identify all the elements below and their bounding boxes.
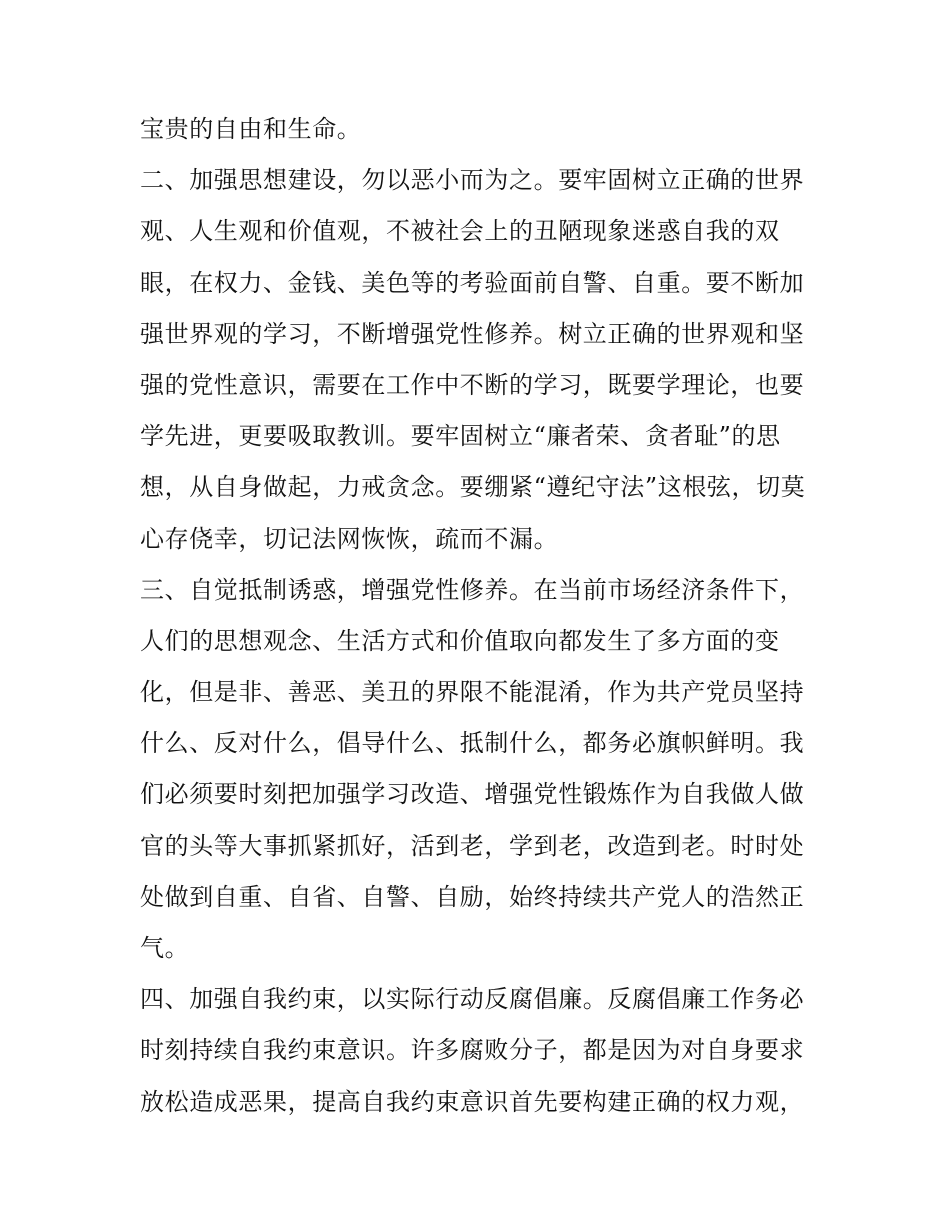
text-line: 四、加强自我约束，以实际行动反腐倡廉。反腐倡廉工作务必	[140, 985, 805, 1014]
text-line: 人们的思想观念、生活方式和价值取向都发生了多方面的变	[140, 626, 780, 655]
text-line: 化，但是非、善恶、美丑的界限不能混淆，作为共产党员坚持	[140, 678, 805, 707]
text-line: 眼，在权力、金钱、美色等的考验面前自警、自重。要不断加	[140, 268, 805, 297]
text-line: 们必须要时刻把加强学习改造、增强党性锻炼作为自我做人做	[140, 780, 805, 809]
text-line: 强的党性意识，需要在工作中不断的学习，既要学理论，也要	[140, 370, 805, 399]
text-line: 宝贵的自由和生命。	[140, 115, 362, 143]
text-line: 放松造成恶果，提高自我约束意识首先要构建正确的权力观，	[140, 1087, 805, 1116]
text-line: 心存侥幸，切记法网恢恢，疏而不漏。	[140, 524, 559, 553]
text-line: 官的头等大事抓紧抓好，活到老，学到老，改造到老。时时处	[140, 831, 805, 860]
text-line: 强世界观的学习，不断增强党性修养。树立正确的世界观和坚	[140, 319, 805, 348]
text-line: 三、自觉抵制诱惑，增强党性修养。在当前市场经济条件下，	[140, 575, 805, 604]
text-line: 时刻持续自我约束意识。许多腐败分子，都是因为对自身要求	[140, 1036, 805, 1065]
body-text	[140, 108, 820, 1132]
text-line: 想，从自身做起，力戒贪念。要绷紧“遵纪守法”这根弦，切莫	[140, 473, 806, 502]
text-line: 观、人生观和价值观，不被社会上的丑陋现象迷惑自我的双	[140, 217, 780, 246]
text-line: 二、加强思想建设，勿以恶小而为之。要牢固树立正确的世界	[140, 166, 805, 195]
text-line: 处做到自重、自省、自警、自励，始终持续共产党人的浩然正	[140, 882, 805, 911]
text-line: 什么、反对什么，倡导什么、抵制什么，都务必旗帜鲜明。我	[140, 729, 805, 758]
text-line: 学先进，更要吸取教训。要牢固树立“廉者荣、贪者耻”的思	[140, 422, 781, 451]
text-line: 气。	[140, 934, 190, 962]
